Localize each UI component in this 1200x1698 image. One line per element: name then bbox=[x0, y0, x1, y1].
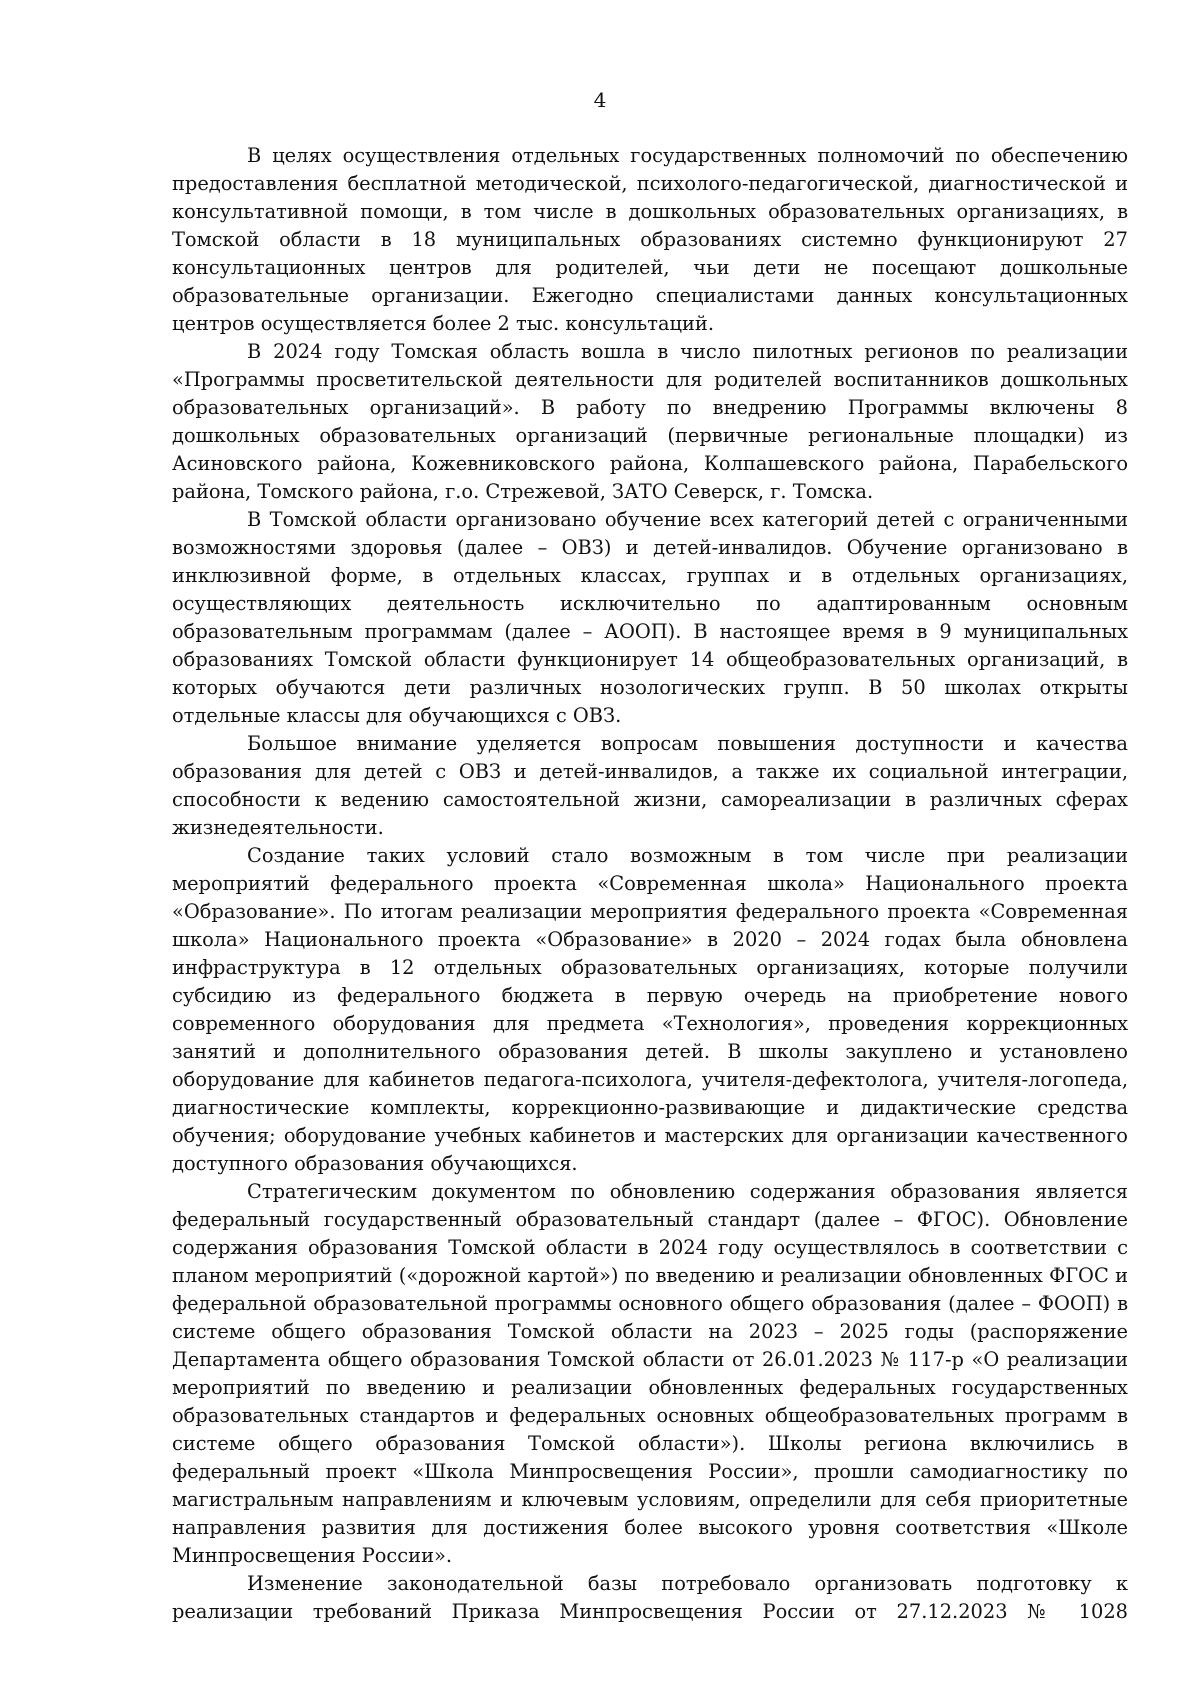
document-body bbox=[172, 142, 1128, 1626]
paragraph-accessibility: Большое внимание уделяется вопросам повышения доступности и качества образования для детей с ОВЗ и детей-инвалидов, а также их социальной интеграции, способности к ведению самостоятельной жизни, самореализации в различных сферах жизнедеятельности. bbox=[172, 732, 1128, 839]
paragraph-legislation-change: Изменение законодательной базы потребовало организовать подготовку к реализации требований Приказа Минпросвещения России от 27.12.2023 № 1028 bbox=[172, 1572, 1128, 1623]
page-number: 4 bbox=[593, 88, 607, 112]
paragraph-modern-school-project: Создание таких условий стало возможным в том числе при реализации мероприятий федерального проекта «Современная школа» Национального проекта «Образование». По итогам реализации мероприятия федерального проекта «Современная школа» Национального проекта «Образование» в 2020 – 2024 годах была обновлена инфраструктура в 12 отдельных образовательных организациях, которые получили субсидию из федерального бюджета в первую очередь на приобретение нового современного оборудования для предмета «Технология», проведения коррекционных занятий и дополнительного образования детей. В школы закуплено и установлено оборудование для кабинетов педагога-психолога, учителя-дефектолога, учителя-логопеда, диагностические комплекты, коррекционно-развивающие и дидактические средства обучения; оборудование учебных кабинетов и мастерских для организации качественного доступного образования обучающихся. bbox=[172, 844, 1128, 1175]
paragraph-inclusive-education: В Томской области организовано обучение всех категорий детей с ограниченными возможностями здоровья (далее – ОВЗ) и детей-инвалидов. Обучение организовано в инклюзивной форме, в отдельных классах, группах и в отдельных организациях, осуществляющих деятельность исключительно по адаптированным основным образовательным программам (далее – АООП). В настоящее время в 9 муниципальных образованиях Томской области функционирует 14 общеобразовательных организаций, в которых обучаются дети различных нозологических групп. В 50 школах открыты отдельные классы для обучающихся с ОВЗ. bbox=[172, 508, 1128, 727]
paragraph-pilot-program: В 2024 году Томская область вошла в число пилотных регионов по реализации «Программы просветительской деятельности для родителей воспитанников дошкольных образовательных организаций». В работу по внедрению Программы включены 8 дошкольных образовательных организаций (первичные региональные площадки) из Асиновского района, Кожевниковского района, Колпашевского района, Парабельского района, Томского района, г.о. Стрежевой, ЗАТО Северск, г. Томска. bbox=[172, 340, 1128, 503]
paragraph-fgos-update: Стратегическим документом по обновлению содержания образования является федеральный государственный образовательный стандарт (далее – ФГОС). Обновление содержания образования Томской области в 2024 году осуществлялось в соответствии с планом мероприятий («дорожной картой») по введению и реализации обновленных ФГОС и федеральной образовательной программы основного общего образования (далее – ФООП) в системе общего образования Томской области на 2023 – 2025 годы (распоряжение Департамента общего образования Томской области от 26.01.2023 № 117-р «О реализации мероприятий по введению и реализации обновленных федеральных государственных образовательных стандартов и федеральных основных общеобразовательных программ в системе общего образования Томской области»). Школы региона включились в федеральный проект «Школа Минпросвещения России», прошли самодиагностику по магистральным направлениям и ключевым условиям, определили для себя приоритетные направления развития для достижения более высокого уровня соответствия «Школе Минпросвещения России». bbox=[172, 1180, 1128, 1567]
paragraph-consultation-centers: В целях осуществления отдельных государственных полномочий по обеспечению предоставления бесплатной методической, психолого-педагогической, диагностической и консультативной помощи, в том числе в дошкольных образовательных организациях, в Томской области в 18 муниципальных образованиях системно функционируют 27 консультационных центров для родителей, чьи дети не посещают дошкольные образовательные организации. Ежегодно специалистами данных консультационных центров осуществляется более 2 тыс. консультаций. bbox=[172, 144, 1128, 335]
